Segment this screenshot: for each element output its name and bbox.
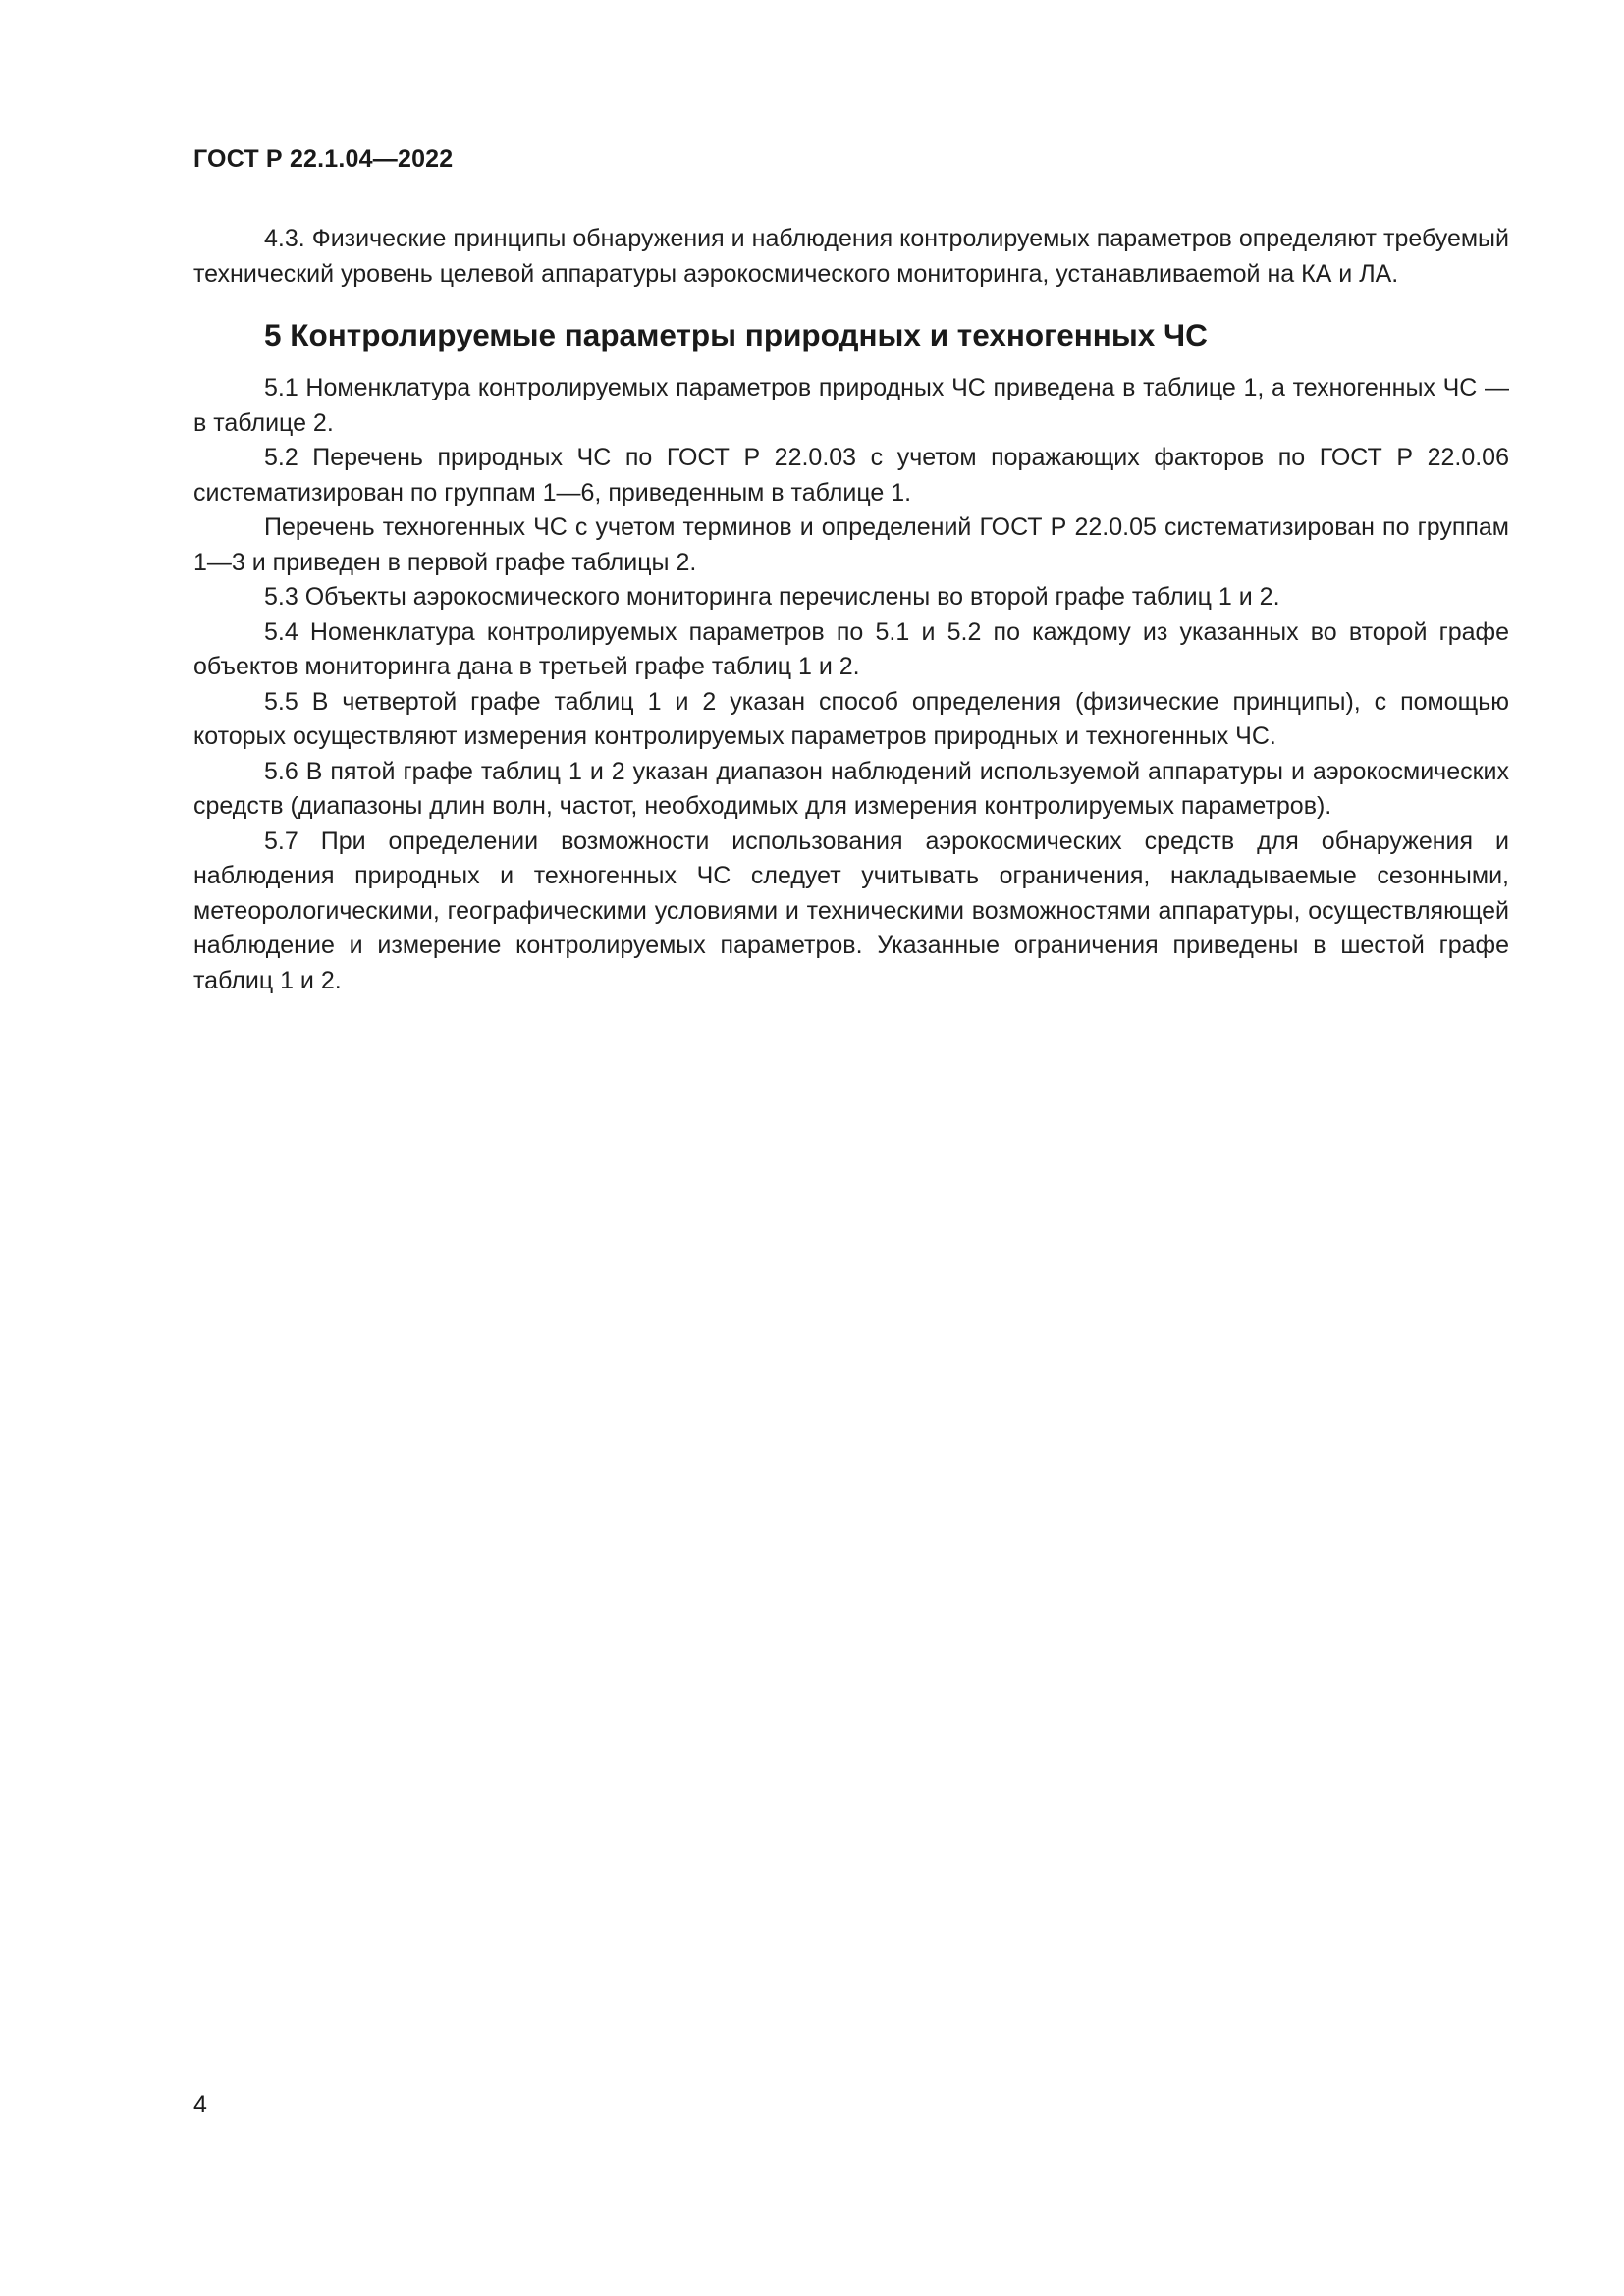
document-body	[193, 222, 1509, 998]
page-number: 4	[193, 2091, 207, 2118]
paragraph-5-6: 5.6 В пятой графе таблиц 1 и 2 указан диапазон наблюдений используемой аппаратуры и аэрокосмических средств (диапазоны длин волн, частот, необходимых для измерения контролируемых параметров).	[193, 757, 1509, 820]
paragraph-5-4: 5.4 Номенклатура контролируемых параметров по 5.1 и 5.2 по каждому из указанных во второй графе объектов мониторинга дана в третьей графе таблиц 1 и 2.	[193, 617, 1509, 680]
paragraph-5-5: 5.5 В четвертой графе таблиц 1 и 2 указан способ определения (физические принципы), с помощью которых осуществляют измерения контролируемых параметров природных и техногенных ЧС.	[193, 687, 1509, 750]
paragraph-5-3: 5.3 Объекты аэрокосмического мониторинга перечислены во второй графе таблиц 1 и 2.	[264, 583, 1280, 611]
paragraph-5-7: 5.7 При определении возможности использования аэрокосмических средств для обнаружения и наблюдения природных и техногенных ЧС следует учитывать ограничения, накладываемые сезонными, метеорологическими, географическими условиями и техническими возможностями аппаратуры, осуществляющей наблюдение и измерение контролируемых параметров. Указанные ограничения приведены в шестой графе таблиц 1 и 2.	[193, 827, 1509, 994]
section-5-heading: 5 Контролируемые параметры природных и техногенных ЧС	[264, 317, 1208, 352]
paragraph-5-2: 5.2 Перечень природных ЧС по ГОСТ Р 22.0.03 с учетом поражающих факторов по ГОСТ Р 22.0.06 систематизирован по группам 1—6, приведенным в таблице 1.	[193, 444, 1509, 507]
paragraph-5-1: 5.1 Номенклатура контролируемых параметров природных ЧС приведена в таблице 1, а техногенных ЧС — в таблице 2.	[193, 374, 1509, 437]
paragraph-4-3: 4.3. Физические принципы обнаружения и наблюдения контролируемых параметров определяют требуемый технический уровень целевой аппаратуры аэрокосмического мониторинга, устанавливаеmой на КА и ЛА.	[193, 225, 1509, 288]
document-code-header: ГОСТ Р 22.1.04—2022	[193, 145, 454, 173]
paragraph-5-2-continued: Перечень техногенных ЧС с учетом терминов и определений ГОСТ Р 22.0.05 систематизирован по группам 1—3 и приведен в первой графе таблицы 2.	[193, 513, 1509, 576]
